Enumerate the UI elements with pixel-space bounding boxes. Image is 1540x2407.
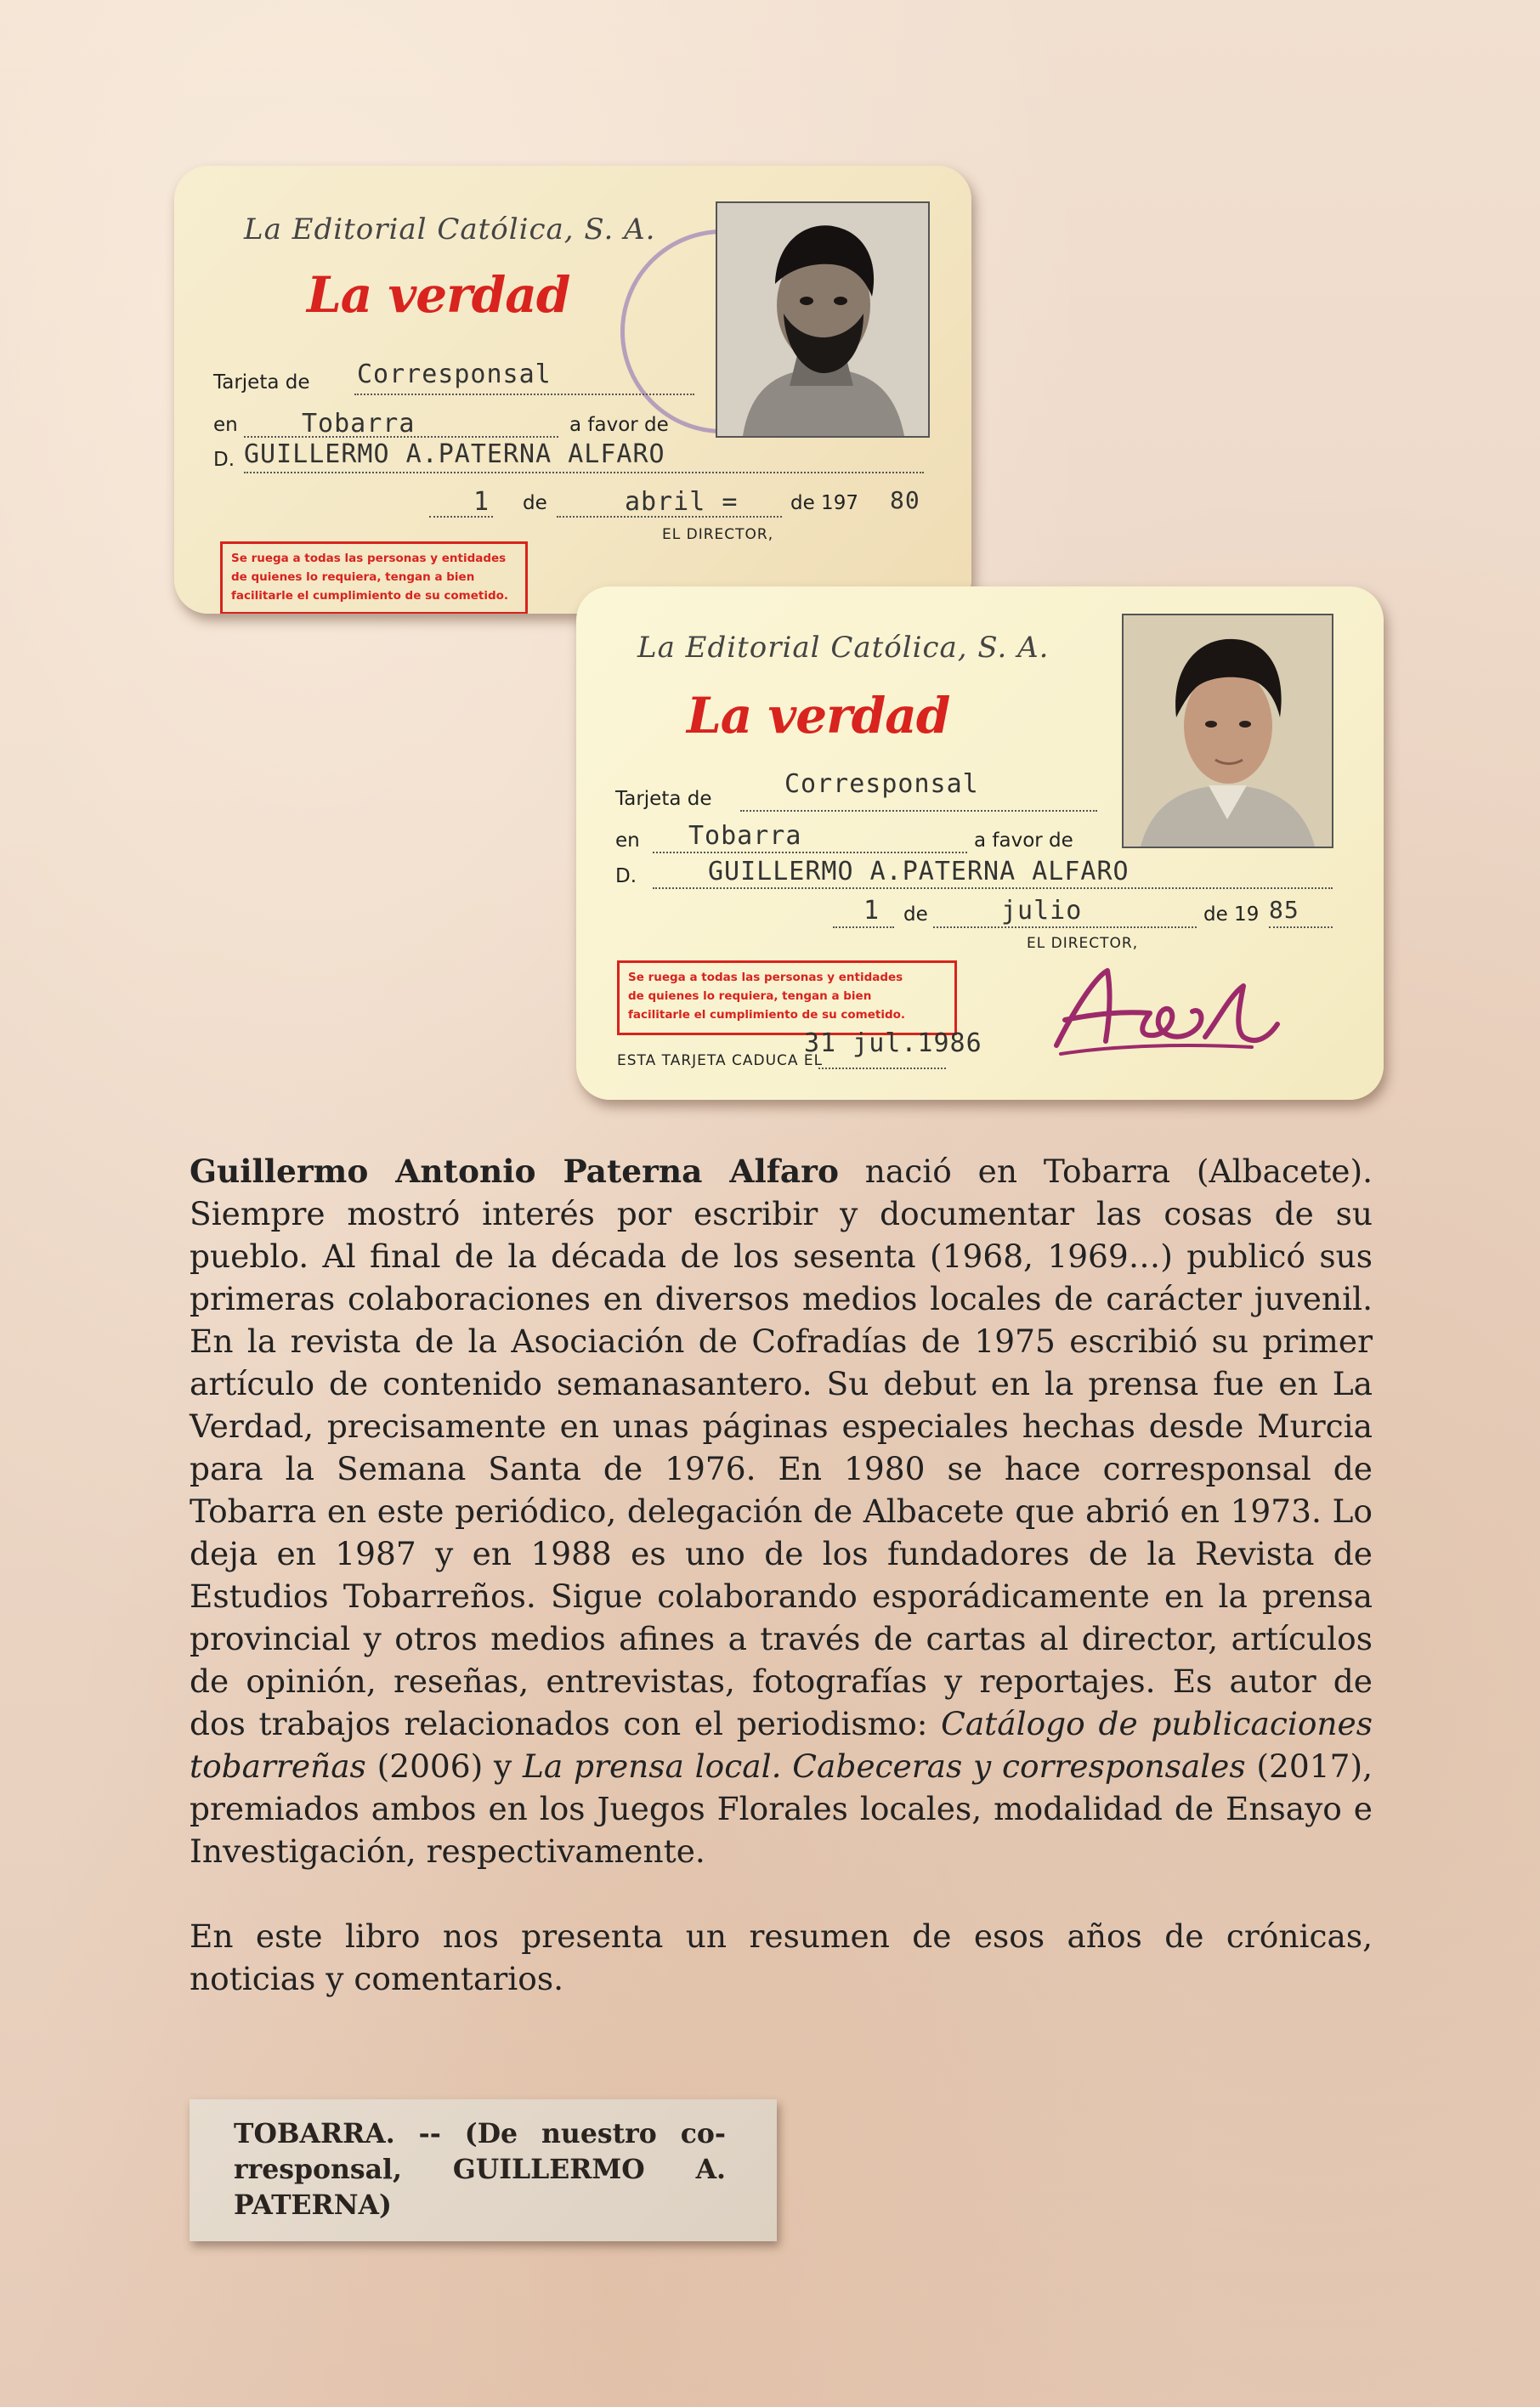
card-label-favor: a favor de [569,414,669,436]
card-label-en: en [615,830,640,852]
card-line-expiry [818,1068,946,1069]
card-label-de1: de [903,903,928,926]
biography-text-part-2: (2006) y [365,1747,523,1785]
card-value-en: Tobarra [302,409,416,439]
card-line-month [933,926,1197,928]
card-expiry-label: ESTA TARJETA CADUCA EL [617,1052,824,1069]
card-value-tarjeta: Corresponsal [357,360,552,389]
card-label-tarjeta: Tarjeta de [213,371,310,394]
card-line-tarjeta [740,810,1097,812]
portrait-photo [1122,614,1333,848]
card-label-d: D. [615,865,637,887]
biography-text-part-3: (2017), premiados ambos en los Juegos Florales locales, modalidad de Ensayo e Investigación, respectivamente. [190,1747,1373,1870]
card-line-name [653,887,1333,889]
author-name: Guillermo Antonio Paterna Alfaro [190,1153,839,1190]
card-label-de1: de [523,492,547,514]
card-line-name [244,472,924,473]
card-value-month: julio [1001,896,1083,926]
card-value-day: 1 [473,487,490,517]
card-director-label: EL DIRECTOR, [662,526,774,543]
card-notice-box: Se ruega a todas las personas y entidades de quienes lo requiera, tengan a bien facilitarle el cumplimiento de su cometido. [617,960,957,1035]
work-title-2: La prensa local. Cabeceras y corresponsales [523,1747,1246,1785]
card-label-tarjeta: Tarjeta de [615,788,712,810]
card-value-year: 85 [1269,896,1299,924]
card-label-d: D. [213,449,235,471]
press-card-1985 [576,586,1384,1100]
card-notice-box: Se ruega a todas las personas y entidades de quienes lo requiera, tengan a bien facilitarle el cumplimiento de su cometido. [220,541,528,614]
portrait-photo-icon [1124,615,1332,847]
biography-paragraph-2: En este libro nos presenta un resumen de esos años de crónicas, noticias y comentarios. [190,1917,1373,1997]
card-value-day: 1 [863,896,880,926]
card-company-name: La Editorial Católica, S. A. [244,212,656,246]
press-card-1980 [174,166,971,614]
author-biography [190,1150,1373,2000]
card-label-de2: de 197 [790,492,858,514]
biography-text-part-1: nació en Tobarra (Albacete). Siempre mostró interés por escribir y documentar las cosas de su pueblo. Al final de la década de los sesenta (1968, 1969…) publicó sus primeras colaboraciones en diversos medios locales de carácter juvenil. En la revista de la Asociación de Cofradías de 1975 escribió su primer artículo de contenido semanasantero. Su debut en la prensa fue en La Verdad, precisamente en unas páginas especiales hechas desde Murcia para la Semana Santa de 1976. En 1980 se hace corresponsal de Tobarra en este periódico, delegación de Albacete que abrió en 1973. Lo deja en 1987 y en 1988 es uno de los fundadores de la Revista de Estudios Tobarreños. Sigue colaborando esporádicamente en la prensa provincial y otros medios afines a través de cartas al director, artículos de opinión, reseñas, entrevistas, fotografías y reportajes. Es autor de dos trabajos relacionados con el periodismo: [190,1153,1373,1742]
card-company-name: La Editorial Católica, S. A. [637,631,1050,665]
biography-paragraph-1 [190,1150,1373,1872]
card-value-name: GUILLERMO A.PATERNA ALFARO [708,857,1130,886]
card-label-en: en [213,414,238,436]
portrait-photo-icon [717,203,928,436]
director-signature-icon [1048,960,1286,1058]
portrait-photo [716,201,930,438]
card-value-year: 80 [890,486,920,514]
card-brand-logo: La verdad [307,266,570,324]
card-value-name: GUILLERMO A.PATERNA ALFARO [244,439,665,469]
card-expiry-value: 31 jul.1986 [804,1028,982,1058]
card-line-year [1269,926,1333,928]
card-director-label: EL DIRECTOR, [1027,935,1139,952]
card-line-tarjeta [354,394,694,395]
clipping-text: TOBARRA. -- (De nuestro corresponsal, GUILLERMO A. PATERNA) [234,2118,726,2221]
card-value-en: Tobarra [688,821,802,851]
card-value-month: abril = [625,487,739,517]
card-line-en [653,852,967,853]
work-title-1: Catálogo de publicaciones tobarreñas [190,1705,1373,1785]
card-line-day [833,926,894,928]
card-label-de2: de 19 [1203,903,1260,926]
newspaper-byline-clipping [190,2099,777,2241]
card-brand-logo: La verdad [687,687,950,745]
card-value-tarjeta: Corresponsal [784,769,979,799]
card-label-favor: a favor de [974,830,1073,852]
